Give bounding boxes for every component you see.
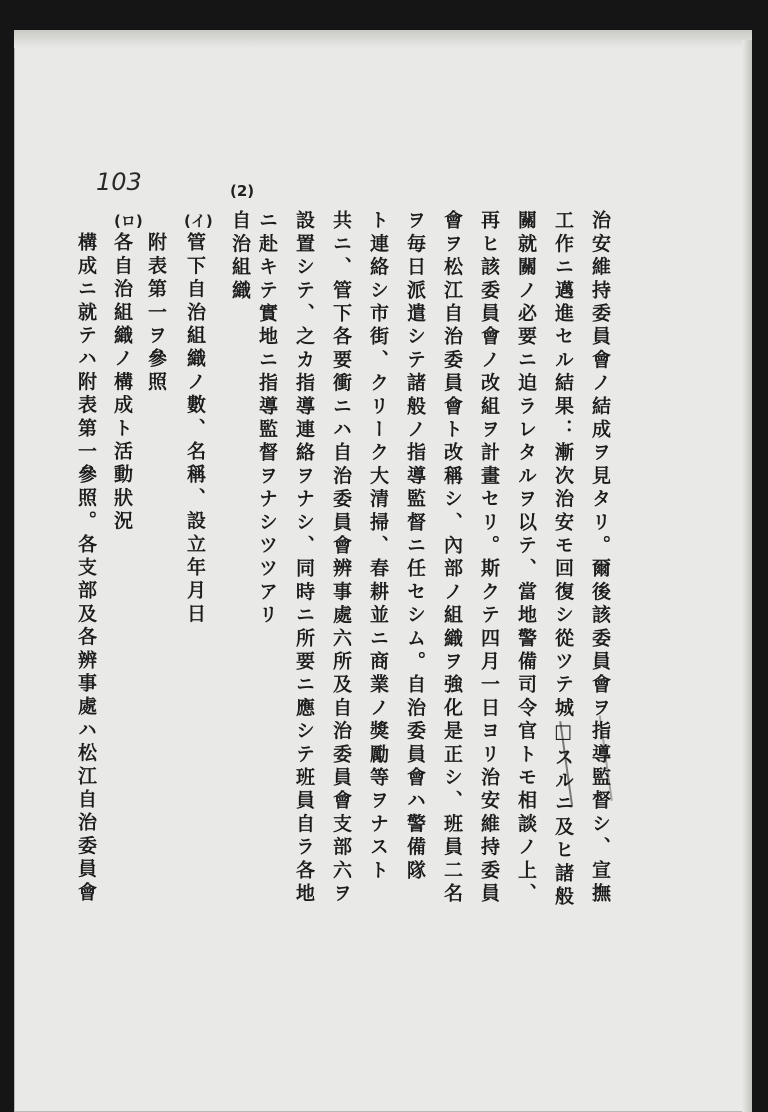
page-top-shadow — [14, 30, 752, 48]
text-column-9: 設置シテ、之カ指導連絡ヲナシ、同時ニ所要ニ應シテ班員自ラ各地 — [293, 210, 315, 906]
page-right-edge — [742, 40, 752, 1112]
text-column-4: 再ヒ該委員會ノ改組ヲ計畫セリ。斯クテ四月一日ヨリ治安維持委員 — [478, 210, 500, 906]
text-column-last: 構成ニ就テハ附表第一參照。各支部及各辨事處ハ松江自治委員會 — [75, 232, 97, 905]
section-heading: 自治組織 — [229, 210, 251, 303]
subsection-ro-mark: (ロ) — [114, 212, 143, 230]
text-column-1: 治安維持委員會ノ結成ヲ見タリ。爾後該委員會ヲ指導監督シ、宣撫 — [589, 210, 611, 906]
subsection-i-mark: (イ) — [184, 212, 213, 230]
page-number: 103 — [96, 168, 142, 196]
text-column-2: 工作ニ邁進セル結果：漸次治安モ回復シ從ツテ城□スルニ及ヒ諸般 — [552, 210, 574, 909]
subsection-i-text: 管下自治組織ノ數、名稱、設立年月日 — [184, 232, 206, 627]
section-number: (2) — [230, 182, 255, 200]
text-column-8: 共ニ、管下各要衝ニハ自治委員會辨事處六所及自治委員會支部六ヲ — [330, 210, 352, 906]
text-column-3: 關就關ノ必要ニ迫ラレタルヲ以テ、當地警備司令官トモ相談ノ上、 — [515, 210, 537, 906]
subsection-ro-text: 各自治組織ノ構成ト活動狀況 — [111, 232, 133, 534]
text-column-7: ト連絡シ市街、クリーク大清掃、春耕並ニ商業ノ獎勵等ヲナスト — [367, 210, 389, 883]
text-column-10: ニ赴キテ實地ニ指導監督ヲナシツツアリ — [256, 210, 278, 628]
appendix-reference: 附表第一ヲ參照 — [145, 232, 167, 395]
text-column-5: 會ヲ松江自治委員會ト改稱シ、內部ノ組織ヲ強化是正シ、班員二名 — [441, 210, 463, 906]
text-column-6: ヲ毎日派遣シテ諸般ノ指導監督ニ任セシム。自治委員會ハ警備隊 — [404, 210, 426, 883]
